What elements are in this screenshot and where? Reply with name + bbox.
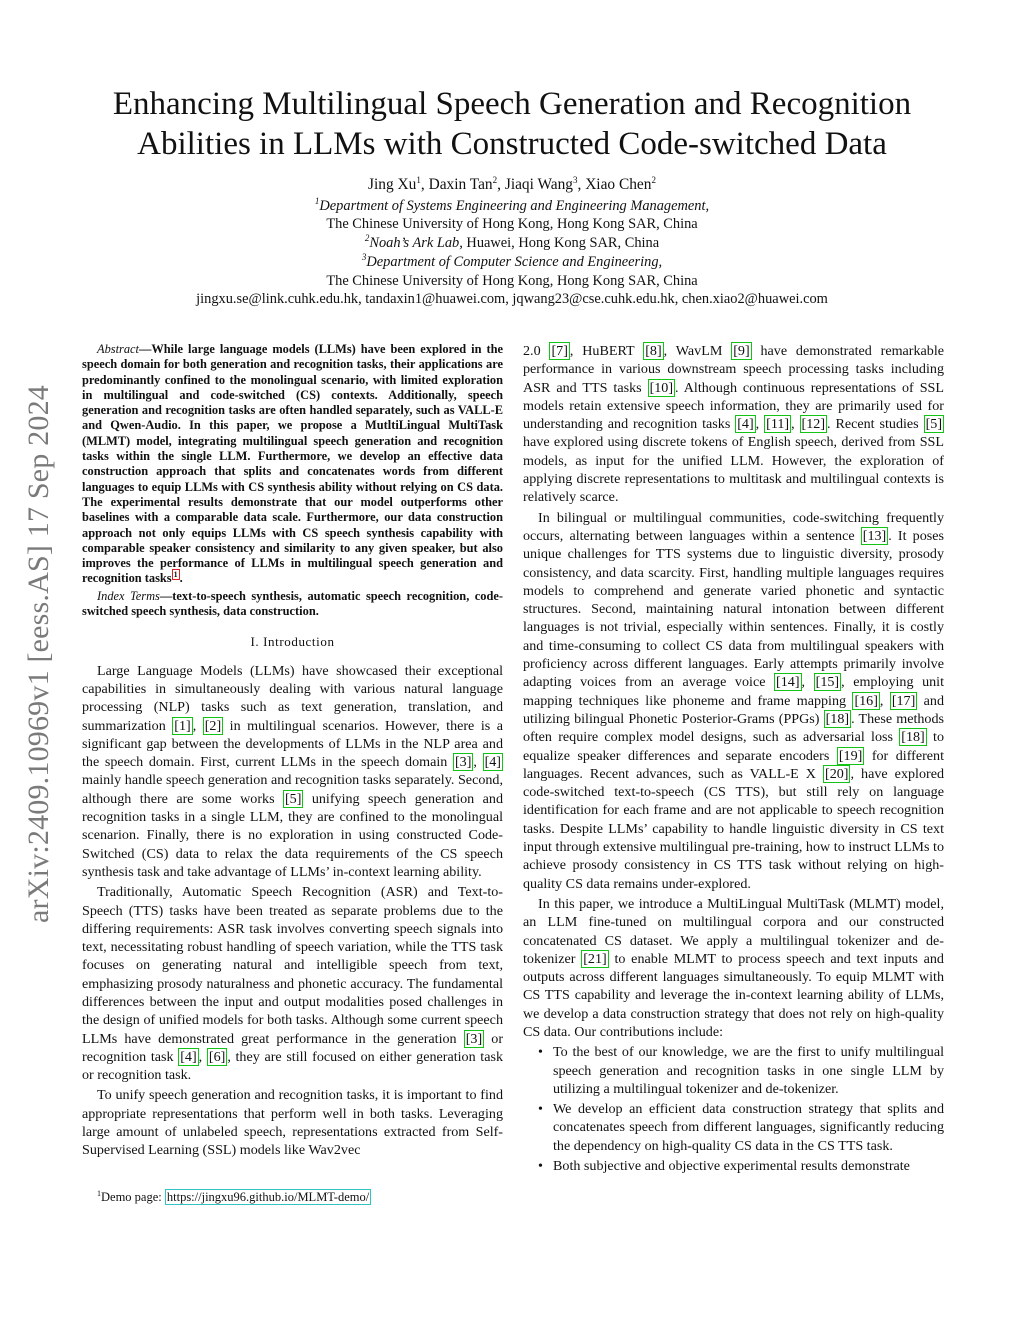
affiliation-marker: 3 xyxy=(572,174,578,185)
citation-link[interactable]: [14] xyxy=(776,674,800,691)
index-terms-label: Index Terms xyxy=(97,588,160,603)
contribution-list xyxy=(523,1043,944,1175)
paper-title xyxy=(80,84,944,164)
paragraph: In this paper, we introduce a MultiLingual MultiTask (MLMT) model, an LLM fine-tuned on multilingual corpora and our constructed concatenated CS dataset. We apply a multilingual tokenizer and de-tokenizer [21] to enable MLMT to process speech and text inputs and outputs across different languages simultaneously. To equip MLMT with CS TTS capability and leverage the in-context learning ability of LLMs, we develop a data construction strategy that does not rely on high-quality CS data. Our contributions include: xyxy=(523,895,944,1040)
citation-link[interactable]: [15] xyxy=(815,674,840,691)
affiliation-name: Department of Computer Science and Engineering, xyxy=(366,253,663,270)
affiliation-2 xyxy=(80,234,944,253)
citation-link[interactable]: [8] xyxy=(645,343,662,359)
citation-link[interactable]: [12] xyxy=(801,416,826,433)
author-block xyxy=(80,176,944,309)
index-terms xyxy=(82,589,503,620)
footnote-label: Demo page: xyxy=(101,1190,165,1205)
citation-link[interactable]: [17] xyxy=(891,692,916,709)
citation-link[interactable]: [18] xyxy=(825,710,850,727)
affiliation-marker: 1 xyxy=(314,195,320,206)
citation-link[interactable]: [3] xyxy=(465,1030,483,1047)
citation-link[interactable]: [11] xyxy=(766,416,790,433)
paragraph: Traditionally, Automatic Speech Recognition (ASR) and Text-to-Speech (TTS) tasks have been treated as separate problems due to the differing requirements: ASR task involves converting speech signals into text, necessitating robust handling of speech variation, while the TTS task focuses on generating natural and intelligible speech from text, emphasizing prosody naturalness and phonetic accuracy. The fundamental differences between the input and output modalities posed challenges in the design of unified models for both tasks. Although some current speech LLMs have demonstrated great performance in the generation [3] or recognition task [4] , [6] , they are still focused on either generation task or recognition task. xyxy=(82,884,504,1084)
left-column xyxy=(82,342,503,1160)
demo-page-link[interactable]: https://jingxu96.github.io/MLMT-demo/ xyxy=(166,1190,370,1205)
affiliation-marker: 2 xyxy=(492,174,498,185)
citation-link[interactable]: [18] xyxy=(901,729,925,746)
affiliation-1 xyxy=(80,197,944,216)
author-name: Xiao Chen xyxy=(585,176,652,193)
paragraph: Large Language Models (LLMs) have showcased their exceptional capabilities in simultaneously dealing with various natural language processing (NLP) tasks such as text generation, translation, and summarization [1] , [2] in multilingual scenarios. However, there is a significant gap between the developments of LLMs in the NLP area and the speech domain. First, current LLMs in the speech domain [3] , [4] mainly handle speech generation and recognition tasks separately. Second, although there are some works [5] unifying speech generation and recognition tasks in a single LLM, they are confined to the monolingual scenarion. Finally, there is no exploration in using constructed Code-Switched (CS) data to relax the data requirements of the CS speech synthesis task and take advantage of LLMs’ in-context learning ability. xyxy=(82,662,503,880)
right-column xyxy=(523,342,944,1175)
citation-link[interactable]: [5] xyxy=(284,790,302,807)
citation-link[interactable]: [20] xyxy=(825,765,849,782)
paragraph: In bilingual or multilingual communities, code-switching frequently occurs, alternating between languages within a sentence [13] . It poses unique challenges for TTS systems due to linguistic diversity, prosody consistency, and data scarcity. First, handling multiple languages requires models to comprehend and generate varied phonetic and syntactic structures. Second, maintaining natural intonation between different languages is not trivial, especially within sentences. Finally, it is costly and time-consuming to collect CS data from multilingual speakers with proficiency across different languages. Early attempts primarily involve adapting voices from an average voice [14] , [15] , employing unit mapping techniques like phoneme and frame mapping [16] , [17] and utilizing bilingual Phonetic Posterior-Grams (PPGs) [18] . These methods often require complex model designs, such as adversarial loss [18] to equalize speaker differences and separate encoders [19] for different languages. Recent advances, such as VALL-E X [20] , have explored code-switched text-to-speech (CS TTS), but still rely on language identification for each frame and are not applicable to speech recognition tasks. Despite LLMs’ capability to handle linguistic diversity in CS text input through extensive multilingual pre-training, how to instruct LLMs to achieve prosody consistency in CS TTS task without relying on high-quality CS data remains under-explored. xyxy=(523,509,945,892)
abstract xyxy=(82,342,503,587)
separator: , xyxy=(420,176,429,193)
author-name: Daxin Tan xyxy=(428,176,493,193)
citation-link[interactable]: [21] xyxy=(583,950,607,967)
index-terms-text: text-to-speech synthesis, automatic speech recognition, code-switched speech synthesis, data construction. xyxy=(82,588,503,619)
citation-link[interactable]: [6] xyxy=(208,1048,226,1065)
list-item: • We develop an efficient data construction strategy that splits and concatenates speech from different languages, significantly reducing the dependency on high-quality CS data in the CS TTS task. xyxy=(553,1100,944,1155)
author-name: Jiaqi Wang xyxy=(504,176,573,193)
citation-link[interactable]: [10] xyxy=(649,379,674,396)
citation-link[interactable]: [4] xyxy=(484,754,501,771)
citation-link[interactable]: [1] xyxy=(174,717,191,734)
section-heading: I. Introduction xyxy=(250,634,335,650)
affiliation-1-org: The Chinese University of Hong Kong, Hong Kong SAR, China xyxy=(326,216,698,233)
citation-link[interactable]: [7] xyxy=(551,343,568,359)
list-item: • Both subjective and objective experimental results demonstrate xyxy=(553,1157,944,1175)
affiliation-3-org: The Chinese University of Hong Kong, Hong Kong SAR, China xyxy=(326,272,698,289)
footnote xyxy=(82,1186,503,1205)
citation-link[interactable]: [3] xyxy=(454,754,472,771)
affiliation-name: Noah’s Ark Lab, xyxy=(369,235,463,252)
citation-link[interactable]: [4] xyxy=(737,416,754,433)
citation-link[interactable]: [4] xyxy=(180,1048,197,1065)
citation-link[interactable]: [9] xyxy=(733,343,750,359)
author-name: Jing Xu xyxy=(368,176,417,193)
affiliation-marker: 2 xyxy=(651,174,656,185)
affiliation-marker: 3 xyxy=(361,252,367,263)
citation-link[interactable]: [2] xyxy=(204,717,222,734)
separator: , xyxy=(497,176,505,193)
citation-link[interactable]: [5] xyxy=(925,416,943,433)
abstract-text: While large language models (LLMs) have been explored in the speech domain for both generation and recognition tasks, their applications are predominantly confined to the monolingual scenario, with limited exploration in multilingual and code-switched (CS) contexts. Additionally, speech generation and recognition tasks are often handled separately, such as VALL-E and Qwen-Audio. In this paper, we propose a MutltiLingual MultiTask (MLMT) model, integrating multilingual speech generation and recognition tasks within the single LLM. Furthermore, we develop an effective data construction approach that splits and concatenates words from different languages to equip LLMs with CS synthesis ability without relying on CS data. The experimental results demonstrate that our model outperforms other baselines with a comparable data scale. Furthermore, our data construction approach not only equips LLMs with CS speech synthesis capability with comparable speaker consistency and similarity to any given speaker, but also improves the performance of LLMs in multilingual speech generation and recognition tasks xyxy=(82,342,503,586)
abstract-label: Abstract xyxy=(97,342,139,356)
author-list xyxy=(80,176,944,195)
paragraph: To unify speech generation and recognition tasks, it is important to find appropriate representations that perform well in both tasks. Leveraging large amount of unlabeled speech, representations extracted from Self-Supervised Learning (SSL) models like Wav2vec xyxy=(82,1087,503,1159)
title-line-1: Enhancing Multilingual Speech Generation and Recognition xyxy=(112,86,912,122)
affiliation-marker: 2 xyxy=(364,233,370,244)
period: . xyxy=(179,571,183,586)
affiliation-3 xyxy=(80,253,944,272)
separator: , xyxy=(577,176,586,193)
citation-link[interactable]: [16] xyxy=(854,692,878,709)
affiliation-org: Huawei, Hong Kong SAR, China xyxy=(462,235,660,252)
arxiv-id: arXiv:2409.10969v1 [eess.AS] 17 Sep 2024 xyxy=(22,385,56,923)
citation-link[interactable]: [19] xyxy=(838,747,863,764)
footnote-marker: 1 xyxy=(97,1189,101,1198)
footnote-link[interactable]: 1 xyxy=(173,570,178,580)
author-emails: jingxu.se@link.cuhk.edu.hk, tandaxin1@huawei.com, jqwang23@cse.cuhk.edu.hk, chen.xiao2@huawei.com xyxy=(196,291,828,308)
list-item: • To the best of our knowledge, we are the first to unify multilingual speech generation and recognition tasks in one single LLM by utilizing a multilingual tokenizer and de-tokenizer. xyxy=(553,1043,944,1098)
citation-link[interactable]: [13] xyxy=(862,527,887,544)
arxiv-stamp xyxy=(18,344,60,964)
dash: — xyxy=(159,588,173,603)
affiliation-name: Department of Systems Engineering and Engineering Management, xyxy=(319,197,710,214)
affiliation-marker: 1 xyxy=(416,174,421,185)
title-line-2: Abilities in LLMs with Constructed Code-switched Data xyxy=(137,126,887,162)
dash: — xyxy=(139,342,152,356)
paragraph: 2.0 [7] , HuBERT [8] , WavLM [9] have demonstrated remarkable performance in various downstream speech processing tasks including ASR and TTS tasks [10] . Although continuous representations of SSL models retain extensive speech information, they are primarily used for understanding and recognition tasks [4] , [11] , [12] . Recent studies [5] have explored using discrete tokens of English speech, derived from SSL models, as input for the unified LLM. However, the exploration of applying discrete representations to multitask and multilingual contexts is relatively scarce. xyxy=(523,343,945,506)
